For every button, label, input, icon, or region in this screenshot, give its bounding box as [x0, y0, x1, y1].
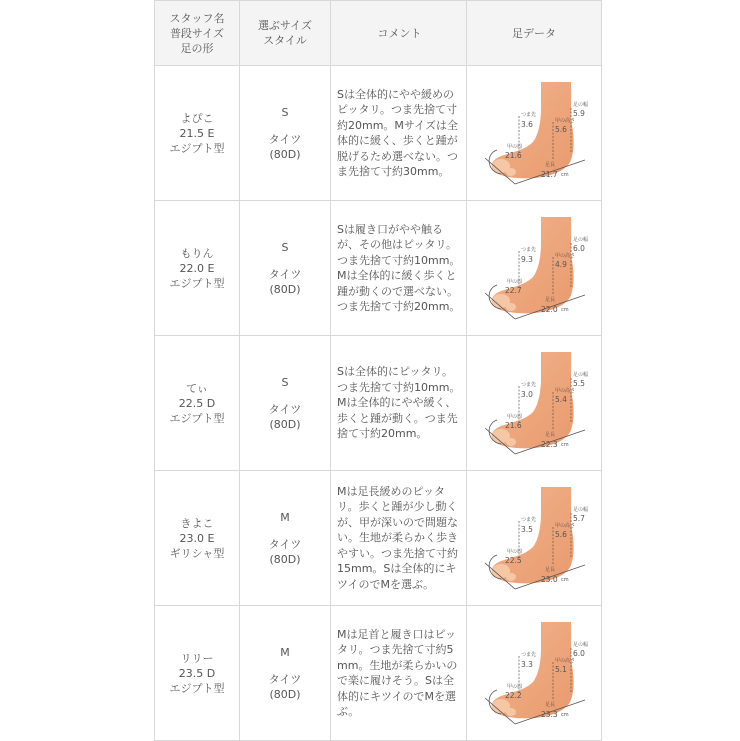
width-mid-value: 5.6: [555, 530, 567, 539]
style-type: タイツ: [268, 267, 302, 281]
comment-cell: [331, 471, 467, 606]
toe-icon: [506, 708, 516, 716]
toe-tip-caption: つま先: [521, 517, 537, 523]
chosen-size: S: [281, 105, 289, 119]
foot-diagram: [479, 215, 589, 321]
staff-name: てぃ: [186, 381, 208, 395]
toe-tip-value: 3.5: [521, 525, 533, 534]
length-caption: 足長: [545, 162, 556, 168]
length-value: 21.7: [541, 170, 558, 179]
length-value: 22.3: [541, 440, 558, 449]
header-staff: [155, 1, 240, 66]
size-table: [154, 0, 602, 741]
instep-caption: 甲の周: [507, 144, 523, 150]
width-top-value: 5.5: [573, 379, 585, 388]
staff-cell: [155, 606, 240, 741]
style-type: タイツ: [268, 537, 302, 551]
comment-cell: [331, 606, 467, 741]
width-top-caption: 足の幅: [573, 102, 589, 108]
foot-diagram: [479, 80, 589, 186]
foot-data-cell: [467, 471, 602, 606]
staff-foot-shape: ギリシャ型: [169, 546, 225, 560]
staff-usual-size: 21.5 E: [179, 126, 215, 140]
toe-icon: [506, 573, 516, 581]
header-staff-line2: 普段サイズ: [169, 26, 225, 40]
width-top-value: 6.0: [573, 649, 585, 658]
table-row: [155, 66, 602, 201]
width-top-caption: 足の幅: [573, 237, 589, 243]
table-header-row: [155, 1, 602, 66]
staff-usual-size: 22.0 E: [179, 261, 215, 275]
staff-foot-shape: エジプト型: [169, 141, 225, 155]
comment-text: Sは履き口がやや触るが、その他はピッタリ。つま先捨て寸約10mm。Mは全体的に緩く歩くと踵が動くので選べない。つま先捨て寸約20mm。: [337, 222, 461, 313]
toe-tip-caption: つま先: [521, 112, 537, 118]
length-unit: cm: [561, 712, 569, 718]
instep-caption: 甲の周: [507, 549, 523, 555]
foot-data-cell: [467, 336, 602, 471]
staff-cell: [155, 336, 240, 471]
staff-foot-shape: エジプト型: [169, 411, 225, 425]
table-row: [155, 201, 602, 336]
staff-name: もりん: [180, 246, 214, 260]
width-mid-value: 5.4: [555, 395, 567, 404]
comment-text: Sは全体的にやや緩めのピッタリ。つま先捨て寸約20mm。Mサイズは全体的に緩く、歩くと踵が脱げるため選べない。つま先捨て寸約30mm。: [337, 87, 459, 178]
length-caption: 足長: [545, 297, 556, 303]
staff-foot-shape: エジプト型: [169, 276, 225, 290]
foot-diagram: [479, 350, 589, 456]
style-type: タイツ: [268, 402, 302, 416]
width-top-caption: 足の幅: [573, 372, 589, 378]
comment-text: Mは足首と履き口はピッタリ。つま先捨て寸約5mm。生地が柔らかいので楽に履けそう。Sは全体的にキツイのでMを選ぶ。: [337, 627, 458, 718]
style-cell: [240, 606, 331, 741]
staff-foot-shape: エジプト型: [169, 681, 225, 695]
staff-cell: [155, 471, 240, 606]
header-staff-line3: 足の形: [180, 41, 214, 55]
width-mid-caption: 甲の高さ: [555, 388, 576, 394]
style-cell: [240, 336, 331, 471]
comment-cell: [331, 201, 467, 336]
style-cell: [240, 471, 331, 606]
style-denier: (80D): [269, 417, 301, 431]
width-top-value: 5.9: [573, 109, 585, 118]
header-style: [240, 1, 331, 66]
foot-data-cell: [467, 201, 602, 336]
toe-icon: [506, 168, 516, 176]
width-top-value: 6.0: [573, 244, 585, 253]
length-value: 22.0: [541, 305, 558, 314]
chosen-size: S: [281, 375, 289, 389]
toe-icon: [506, 438, 516, 446]
width-top-value: 5.7: [573, 514, 585, 523]
length-unit: cm: [561, 442, 569, 448]
instep-value: 21.6: [505, 421, 522, 430]
length-caption: 足長: [545, 702, 556, 708]
comment-text: Mは足長緩めのピッタリ。歩くと踵が少し動くが、甲が深いので問題ない。生地が柔らかく歩きやすい。つま先捨て寸約15mm。Sは全体的にキツイのでMを選ぶ。: [337, 484, 458, 591]
staff-name: リリー: [180, 651, 214, 665]
instep-caption: 甲の周: [507, 684, 523, 690]
table-row: [155, 336, 602, 471]
toe-tip-caption: つま先: [521, 247, 537, 253]
staff-usual-size: 23.0 E: [179, 531, 215, 545]
table-row: [155, 606, 602, 741]
toe-tip-value: 3.6: [521, 120, 533, 129]
comment-cell: [331, 66, 467, 201]
foot-data-cell: [467, 66, 602, 201]
header-comment: コメント: [331, 1, 467, 66]
instep-value: 22.2: [505, 691, 522, 700]
width-top-caption: 足の幅: [573, 507, 589, 513]
comment-cell: [331, 336, 467, 471]
length-unit: cm: [561, 172, 569, 178]
foot-diagram: [479, 485, 589, 591]
staff-usual-size: 22.5 D: [178, 396, 216, 410]
header-style-line1: 選ぶサイズ: [257, 19, 313, 32]
instep-value: 21.6: [505, 151, 522, 160]
toe-tip-value: 3.0: [521, 390, 533, 399]
chosen-size: M: [280, 510, 290, 524]
instep-caption: 甲の周: [507, 414, 523, 420]
width-top-caption: 足の幅: [573, 642, 589, 648]
style-type: タイツ: [268, 672, 302, 686]
style-cell: [240, 201, 331, 336]
width-mid-caption: 甲の高さ: [555, 523, 576, 529]
foot-diagram: [479, 620, 589, 726]
toe-tip-value: 9.3: [521, 255, 533, 264]
instep-value: 22.5: [505, 556, 522, 565]
staff-usual-size: 23.5 D: [178, 666, 216, 680]
style-denier: (80D): [269, 552, 301, 566]
width-mid-caption: 甲の高さ: [555, 118, 576, 124]
staff-cell: [155, 66, 240, 201]
toe-icon: [506, 303, 516, 311]
length-caption: 足長: [545, 567, 556, 573]
comment-text: Sは全体的にピッタリ。つま先捨て寸約10mm。Mは全体的にやや緩く、歩くと踵が動く。つま先捨て寸約20mm。: [337, 365, 461, 441]
length-unit: cm: [561, 577, 569, 583]
toe-tip-caption: つま先: [521, 382, 537, 388]
staff-cell: [155, 201, 240, 336]
instep-value: 22.7: [505, 286, 522, 295]
header-style-line2: スタイル: [263, 34, 307, 47]
staff-name: よぴこ: [180, 111, 214, 125]
width-mid-caption: 甲の高さ: [555, 658, 576, 664]
style-denier: (80D): [269, 147, 301, 161]
length-caption: 足長: [545, 432, 556, 438]
style-cell: [240, 66, 331, 201]
width-mid-caption: 甲の高さ: [555, 253, 576, 259]
table-row: [155, 471, 602, 606]
chosen-size: M: [280, 645, 290, 659]
width-mid-value: 5.6: [555, 125, 567, 134]
style-type: タイツ: [268, 132, 302, 146]
chosen-size: S: [281, 240, 289, 254]
instep-caption: 甲の周: [507, 279, 523, 285]
length-unit: cm: [561, 307, 569, 313]
toe-tip-value: 3.3: [521, 660, 533, 669]
width-mid-value: 5.1: [555, 665, 567, 674]
toe-tip-caption: つま先: [521, 652, 537, 658]
header-foot-data: 足データ: [467, 1, 602, 66]
style-denier: (80D): [269, 282, 301, 296]
staff-name: きよこ: [180, 516, 214, 530]
foot-data-cell: [467, 606, 602, 741]
length-value: 23.3: [541, 710, 558, 719]
header-staff-line1: スタッフ名: [169, 11, 225, 25]
width-mid-value: 4.9: [555, 260, 567, 269]
style-denier: (80D): [269, 687, 301, 701]
length-value: 23.0: [541, 575, 558, 584]
